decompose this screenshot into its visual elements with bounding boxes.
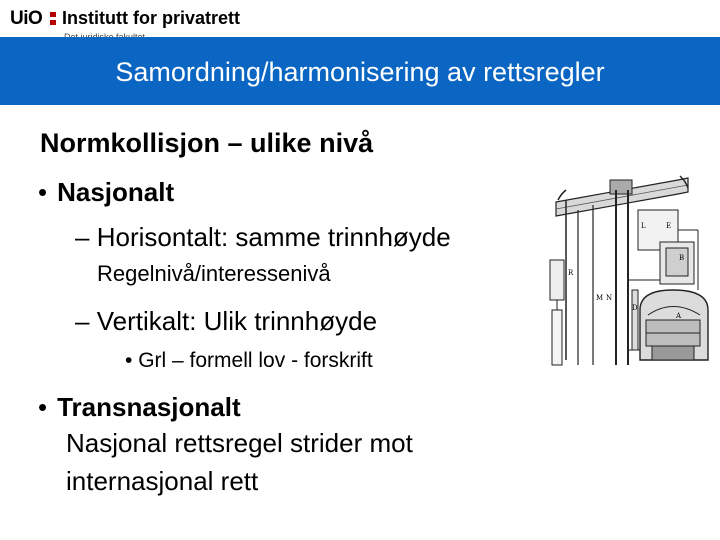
uio-logo: UiO — [10, 8, 43, 29]
paragraph-line-1: Nasjonal rettsregel strider mot — [66, 428, 413, 458]
bullet-transnasjonalt — [38, 392, 241, 423]
bullet-marker: • — [38, 177, 48, 207]
uio-logo-dots-icon — [50, 12, 58, 26]
slide-heading: Normkollisjon – ulike nivå — [40, 128, 374, 158]
steam-engine-icon — [548, 150, 720, 375]
dash-item-horisontalt — [75, 222, 451, 253]
label-m: M — [596, 294, 604, 302]
dash-label: Horisontalt: samme trinnhøyde — [96, 222, 451, 252]
sub-bullet-label: Grl – formell lov - forskrift — [138, 349, 373, 372]
label-d: D — [632, 304, 638, 312]
dash-marker: – — [75, 306, 90, 336]
dash-marker: – — [75, 222, 90, 252]
label-b: B — [679, 254, 685, 262]
institute-name: Institutt for privatrett — [62, 8, 240, 28]
bullet-marker: • — [125, 349, 133, 372]
logo-bar — [0, 0, 720, 36]
paragraph-line-2: internasjonal rett — [66, 466, 259, 496]
title-bar — [0, 37, 720, 105]
dash-label: Vertikalt: Ulik trinnhøyde — [96, 306, 378, 336]
bullet-marker: • — [38, 392, 48, 422]
bullet-nasjonalt — [38, 177, 174, 208]
slide-title: Samordning/harmonisering av rettsregler — [115, 57, 605, 87]
bullet-label: Transnasjonalt — [57, 392, 241, 422]
label-l: L — [641, 222, 646, 230]
dash-item-vertikalt — [75, 306, 377, 337]
sub-text-regelniva: Regelnivå/interessenivå — [97, 261, 331, 286]
bullet-label: Nasjonalt — [57, 177, 175, 207]
label-e: E — [666, 222, 672, 230]
faculty-name — [64, 30, 145, 36]
label-n: N — [606, 294, 613, 302]
steam-engine-illustration — [548, 150, 720, 375]
label-a: A — [676, 312, 682, 320]
sub-bullet-grl — [125, 349, 373, 373]
label-r: R — [568, 269, 574, 277]
